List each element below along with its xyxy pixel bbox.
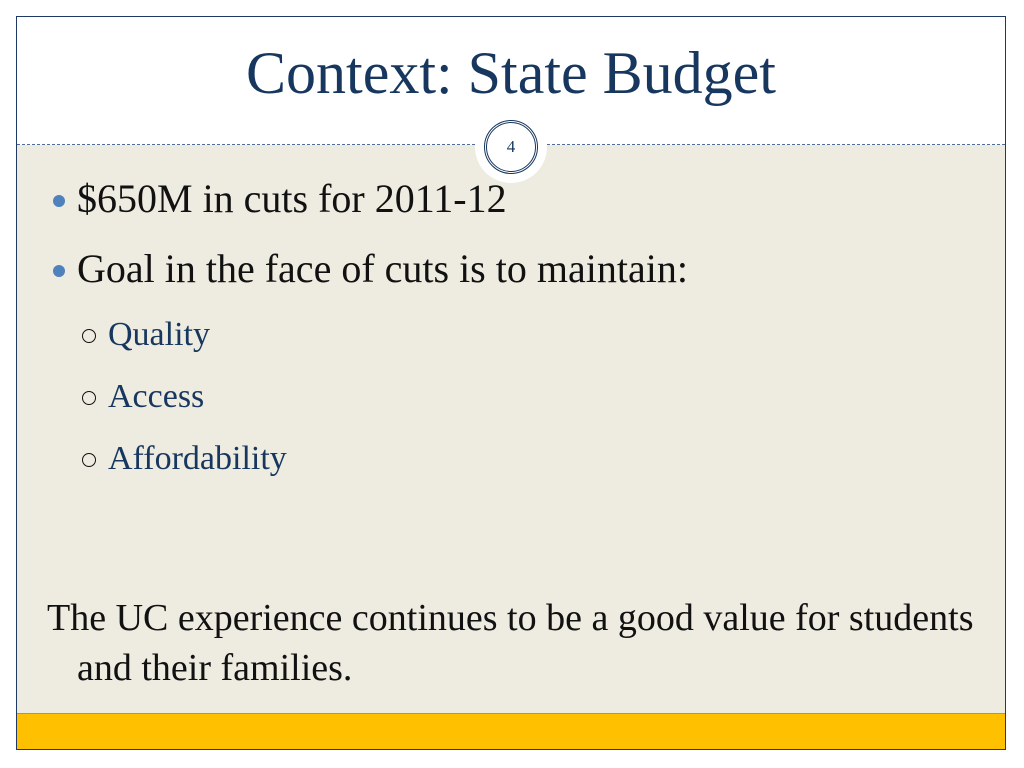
summary-note: The UC experience continues to be a good value for students and their families. [47,597,974,689]
bullet-text: Goal in the face of cuts is to maintain: [77,246,688,291]
slide [16,16,1006,750]
sub-bullet-text: Affordability [108,440,287,477]
page-number-badge [475,111,547,183]
page-number: 4 [484,120,538,174]
bullet-dot-icon [53,195,65,207]
footer-bar [17,713,1005,749]
sub-bullet-item [47,439,987,479]
bullet-ring-icon [82,391,96,405]
slide-title: Context: State Budget [246,40,776,106]
sub-bullet-text: Quality [108,316,210,353]
bullet-dot-icon [53,265,65,277]
sub-bullet-item [47,377,987,417]
bullet-ring-icon [82,453,96,467]
bullet-item [47,175,987,223]
bullet-text: $650M in cuts for 2011-12 [77,176,507,221]
bullet-item [47,245,987,293]
sub-bullet-item [47,315,987,355]
sub-bullet-text: Access [108,378,205,415]
slide-content [47,175,987,501]
bullet-ring-icon [82,329,96,343]
